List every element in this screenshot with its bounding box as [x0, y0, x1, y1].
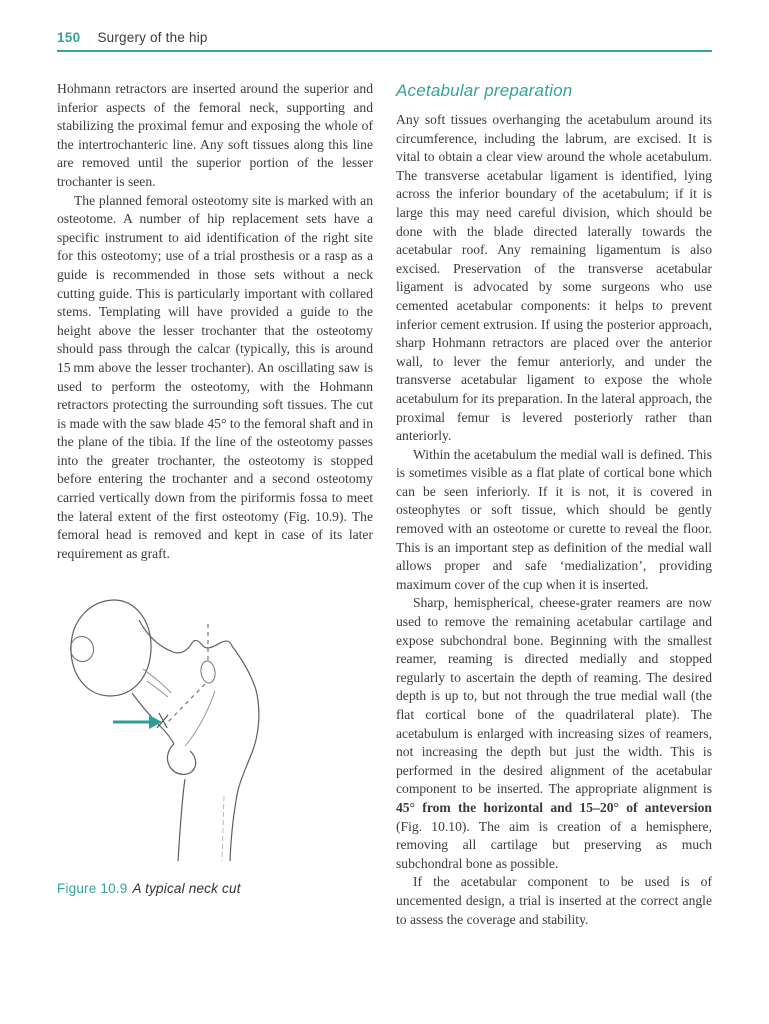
intertrochanteric-curve-2 [147, 681, 168, 697]
paragraph-soft-tissues: Any soft tissues overhanging the acetabulum around its circumference, including the labrum, are excised. It is vital to obtain a clear view around the whole acetabulum. The transverse acetabular ligament is identified, lying across the inferior boundary of the acetabulum; if it is large this may need careful division, which should be done with the blade directed laterally towards the acetabular roof. Any remaining ligamentum is also excised. Preservation of the transverse acetabular ligament is advocated by some surgeons who use cemented acetabular components: it helps to prevent inferior cement extrusion. If using the posterior approach, sharp Hohmann retractors are placed over the anterior wall, to lever the femur anteriorly, and under the transverse acetabular ligament to expose the whole acetabulum for its preparation. In the lateral approach, the proximal femur is levered posteriorly rather than anteriorly. [396, 112, 712, 444]
paragraph-medial-wall: Within the acetabulum the medial wall is defined. This is sometimes visible as a flat plate of cortical bone which can be seen inferiorly. If it is not, it is covered in osteophytes or soft tissue, which should be gently removed with an osteotome or curette to reveal the floor. This is an important step as definition of the medial wall allows proper and safe ‘medialization’, providing maximum cover of the cup when it is inserted. [396, 446, 712, 592]
paragraph-reamers-text-after: (Fig. 10.10). The aim is creation of a hemisphere, removing all cartilage but preserving as much subchondral bone as possible. [396, 818, 712, 871]
neck-cut-arrow-icon [113, 715, 162, 729]
paragraph-reamers [396, 594, 712, 873]
alignment-emphasis: 45° from the horizontal and 15–20° of anteversion [396, 799, 712, 815]
medial-shaft-edge [178, 779, 185, 861]
femur-neck-cut-illustration [59, 585, 381, 869]
page-number: 150 [57, 30, 81, 45]
figure-caption [57, 881, 373, 896]
linea-aspera-line [222, 796, 224, 861]
paragraph-femoral-osteotomy: The planned femoral osteotomy site is marked with an osteotome. A number of hip replacement sets have a specific instrument to aid identification of the right site for this osteotomy; use of a trial prosthesis or a rasp as a guide is recommended in those sets without a neck cutting guide. This is particularly important with collared stems. Templating will have provided a guide to the height above the lesser trochanter that the osteotomy should pass through the calcar (typically, this is around 15 mm above the lesser trochanter). An oscillating saw is used to perform the osteotomy, with the Hohmann retractors protecting the surrounding soft tissues. The cut is made with the saw blade 45° to the femoral shaft and in the plane of the tibia. If the line of the osteotomy passes into the greater trochanter, the osteotomy is stopped before entering the trochanter and a second osteotomy carried vertically down from the piriformis fossa to meet the lateral extent of the first osteotomy (Fig. 10.9). The femoral head is removed and kept in case of its later requirement as graft. [57, 192, 373, 561]
header-rule [57, 50, 712, 52]
paragraph-reamers-text: Sharp, hemispherical, cheese-grater reamers are now used to remove the remaining acetabular cartilage and expose subchondral bone. Beginning with the smallest reamer, reaming is directed medially and stopped regularly to ascertain the depth of reaming. The desired depth is up to, but not through the true medial wall (the flat cortical bone of the quadrilateral plate). The acetabulum is enlarged with increasing sizes of reamers, not increasing the depth but just the width. This is performed in the desired alignment of the acetabular component to be inserted. The appropriate alignment is [396, 595, 712, 797]
figure-caption-text: A typical neck cut [132, 881, 241, 897]
left-column [57, 80, 373, 929]
right-column [396, 80, 712, 929]
piriformis-fossa-ellipse [200, 661, 217, 685]
running-header [57, 30, 712, 50]
section-heading-acetabular-preparation: Acetabular preparation [396, 81, 573, 100]
lesser-trochanter-outline [167, 744, 195, 774]
figure-caption-label: Figure 10.9 [57, 881, 128, 897]
two-column-body [57, 80, 712, 929]
superior-outline [139, 620, 259, 861]
femoral-head-outline [71, 600, 151, 696]
intertrochanteric-line [185, 691, 215, 746]
dashed-neck-cut-line [165, 684, 205, 725]
paragraph-hohmann-retractors: Hohmann retractors are inserted around the superior and inferior aspects of the femoral neck, supporting and stabilizing the proximal femur and exposing the whole of the intertrochanteric line. Any soft tissues along this line are removed until the superior portion of the lesser trochanter is seen. [57, 81, 373, 189]
figure-10-9 [57, 585, 373, 896]
paragraph-uncemented-trial: If the acetabular component to be used is of uncemented design, a trial is inserted at the correct angle to assess the coverage and stability. [396, 874, 712, 927]
running-title: Surgery of the hip [97, 30, 208, 45]
